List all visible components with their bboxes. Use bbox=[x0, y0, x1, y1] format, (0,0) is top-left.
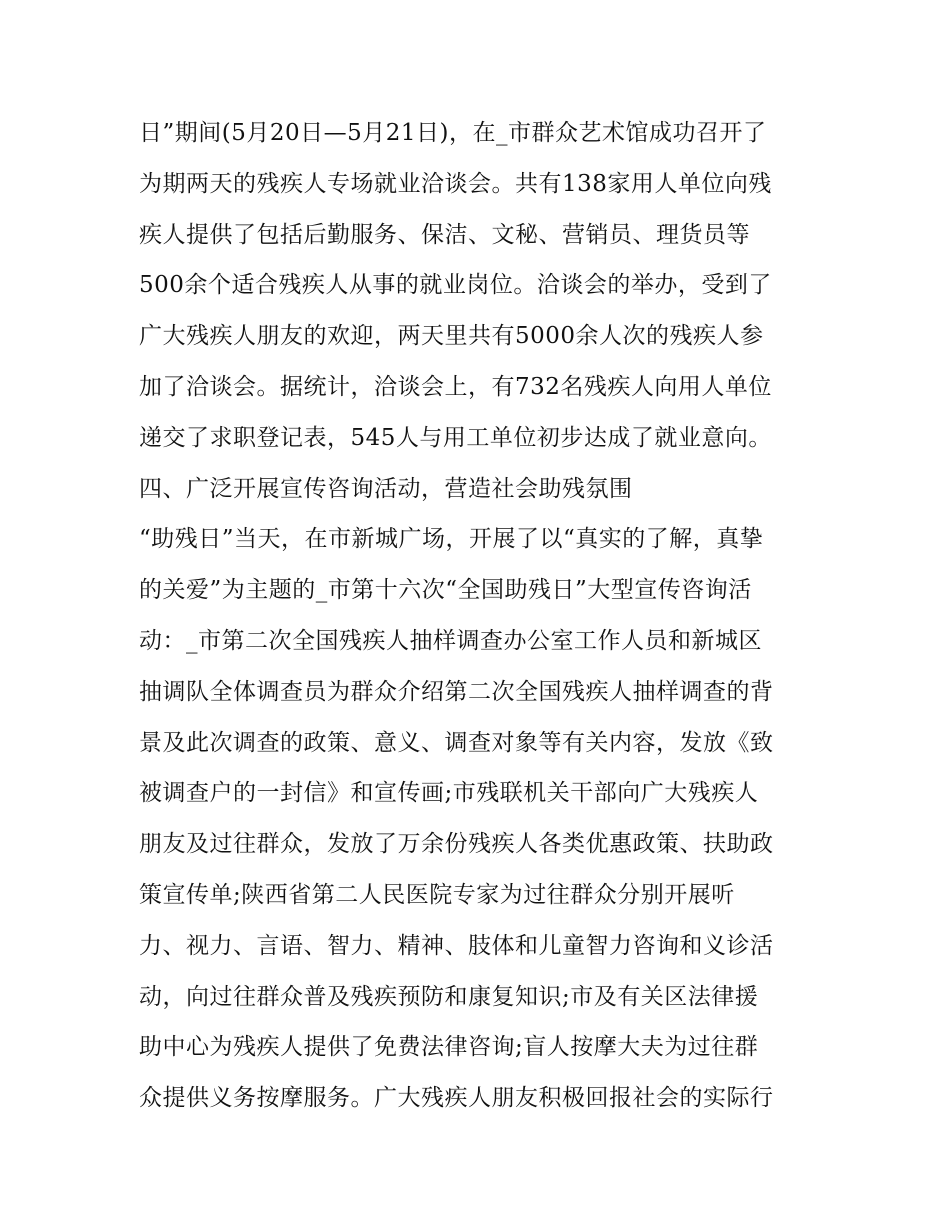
text-line-20: 众提供义务按摩服务。广大残疾人朋友积极回报社会的实际行 bbox=[139, 1085, 774, 1112]
text-line-16: 策宣传单;陕西省第二人民医院专家为过往群众分别开展听 bbox=[139, 881, 735, 908]
text-line-15: 朋友及过往群众，发放了万余份残疾人各类优惠政策、扶助政 bbox=[139, 831, 774, 858]
text-line-3: 疾人提供了包括后勤服务、保洁、文秘、营销员、理货员等 bbox=[139, 221, 750, 248]
text-line-12: 抽调队全体调查员为群众介绍第二次全国残疾人抽样调查的背 bbox=[139, 678, 774, 705]
text-line-1: 日”期间(5月20日—5月21日)，在_市群众艺术馆成功召开了 bbox=[139, 120, 767, 146]
text-line-17: 力、视力、言语、智力、精神、肢体和儿童智力咨询和义诊活 bbox=[139, 932, 774, 959]
text-line-5: 广大残疾人朋友的欢迎，两天里共有5000余人次的残疾人参 bbox=[139, 323, 764, 350]
body-text bbox=[139, 108, 829, 1124]
text-line-7: 递交了求职登记表，545人与用工单位初步达成了就业意向。 bbox=[139, 424, 772, 451]
text-line-2: 为期两天的残疾人专场就业洽谈会。共有138家用人单位向残 bbox=[139, 170, 772, 197]
text-line-13: 景及此次调查的政策、意义、调查对象等有关内容，发放《致 bbox=[139, 729, 774, 756]
text-line-14: 被调查户的一封信》和宣传画;市残联机关干部向广大残疾人 bbox=[139, 780, 759, 807]
section-heading: 四、广泛开展宣传咨询活动，营造社会助残氛围 bbox=[139, 475, 633, 502]
text-line-19: 助中心为残疾人提供了免费法律咨询;盲人按摩大夫为过往群 bbox=[139, 1034, 759, 1061]
text-line-11: 动：_市第二次全国残疾人抽样调查办公室工作人员和新城区 bbox=[139, 627, 762, 654]
text-line-18: 动，向过往群众普及残疾预防和康复知识;市及有关区法律援 bbox=[139, 983, 759, 1010]
text-line-10: 的关爱”为主题的_市第十六次“全国助残日”大型宣传咨询活 bbox=[139, 577, 752, 604]
text-line-9: “助残日”当天，在市新城广场，开展了以“真实的了解，真挚 bbox=[139, 526, 764, 553]
text-line-6: 加了洽谈会。据统计，洽谈会上，有732名残疾人向用人单位 bbox=[139, 373, 772, 400]
text-line-4: 500余个适合残疾人从事的就业岗位。洽谈会的举办，受到了 bbox=[139, 272, 772, 299]
